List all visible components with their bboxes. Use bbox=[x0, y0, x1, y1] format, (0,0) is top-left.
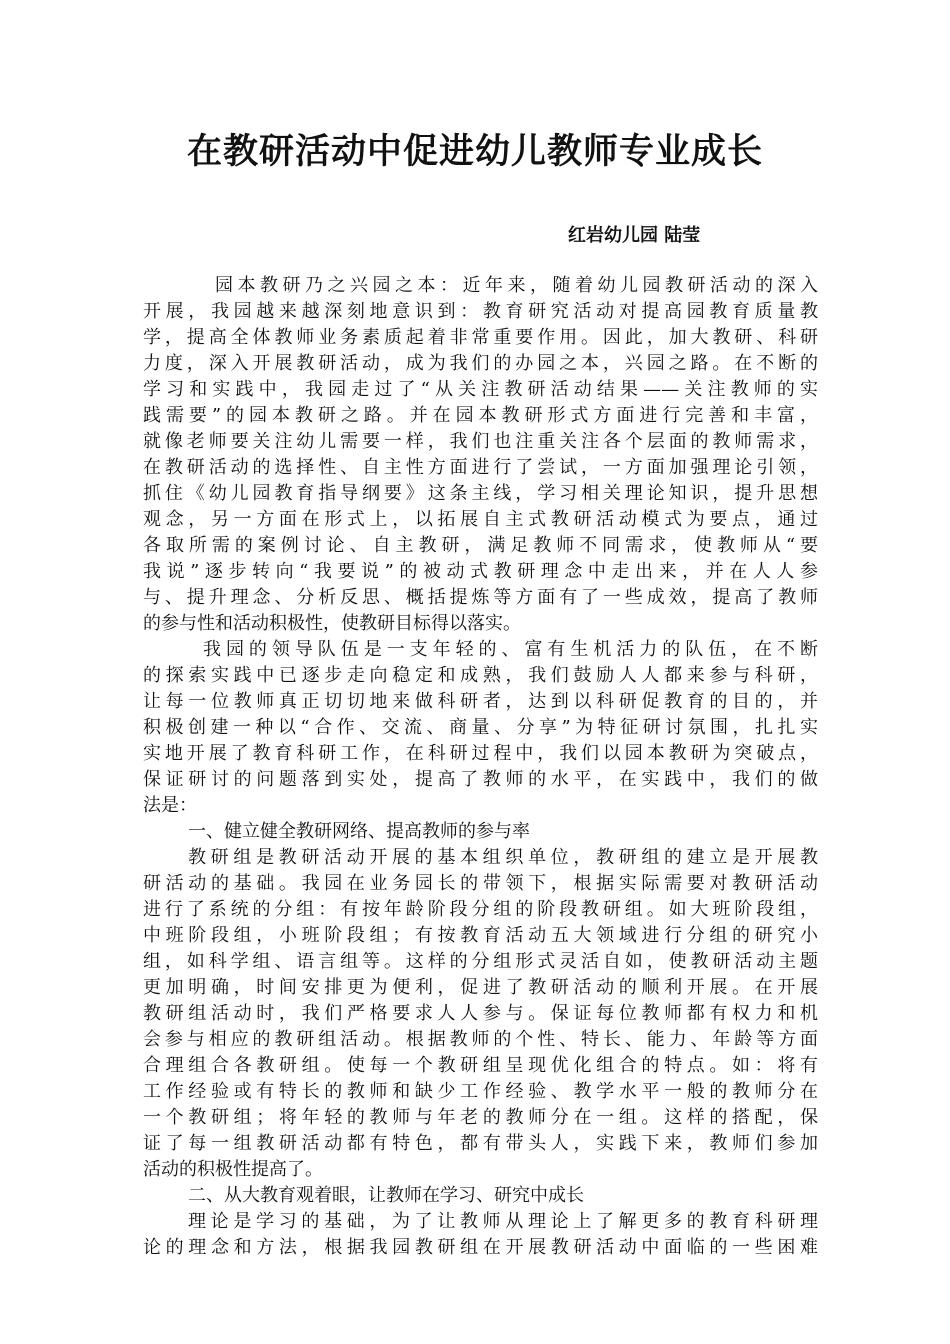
body-line: 工作经验或有特长的教师和缺少工作经验、教学水平一般的教师分在 bbox=[143, 1081, 818, 1102]
body-line: 就像老师要关注幼儿需要一样，我们也注重关注各个层面的教师需求， bbox=[143, 431, 818, 452]
body-line: 园本教研乃之兴园之本：近年来，随着幼儿园教研活动的深入 bbox=[215, 275, 818, 296]
body-line: 合理组合各教研组。使每一个教研组呈现优化组合的特点。如：将有 bbox=[143, 1055, 818, 1076]
body-line: 践需要”的园本教研之路。并在园本教研形式方面进行完善和丰富， bbox=[143, 405, 818, 426]
body-line: 一个教研组；将年轻的教师与年老的教师分在一组。这样的搭配，保 bbox=[143, 1107, 818, 1128]
body-line: 中班阶段组，小班阶段组；有按教育活动五大领域进行分组的研究小 bbox=[143, 925, 818, 946]
body-line: 证了每一组教研活动都有特色，都有带头人，实践下来，教师们参加 bbox=[143, 1133, 818, 1154]
body-line: 活动的积极性提高了。 bbox=[143, 1159, 323, 1180]
body-line: 论的理念和方法，根据我园教研组在开展教研活动中面临的一些困难 bbox=[143, 1237, 818, 1258]
document-title: 在教研活动中促进幼儿教师专业成长 bbox=[186, 132, 763, 172]
body-line: 积极创建一种以“合作、交流、商量、分享”为特征研讨氛围，扎扎实 bbox=[143, 717, 818, 738]
body-line: 更加明确，时间安排更为便利，促进了教研活动的顺利开展。在开展 bbox=[143, 977, 818, 998]
body-line: 的参与性和活动积极性，使教研目标得以落实。 bbox=[143, 613, 521, 634]
document-body bbox=[143, 273, 818, 1261]
body-line: 学习和实践中，我园走过了“从关注教研活动结果——关注教师的实 bbox=[143, 379, 818, 400]
body-line: 学，提高全体教师业务素质起着非常重要作用。因此，加大教研、科研 bbox=[143, 327, 818, 348]
body-line: 教研组是教研活动开展的基本组织单位，教研组的建立是开展教 bbox=[188, 847, 818, 868]
section-heading: 一、健立健全教研网络、提高教师的参与率 bbox=[188, 821, 530, 842]
body-line: 我说”逐步转向“我要说”的被动式教研理念中走出来，并在人人参 bbox=[143, 561, 818, 582]
body-line: 实地开展了教育科研工作，在科研过程中，我们以园本教研为突破点， bbox=[143, 743, 818, 764]
body-line: 观念，另一方面在形式上，以拓展自主式教研活动模式为要点，通过 bbox=[143, 509, 818, 530]
body-line: 进行了系统的分组：有按年龄阶段分组的阶段教研组。如大班阶段组， bbox=[143, 899, 818, 920]
body-line: 法是： bbox=[143, 795, 197, 816]
body-line: 各取所需的案例讨论、自主教研，满足教师不同需求，使教师从“要 bbox=[143, 535, 818, 556]
body-line: 会参与相应的教研组活动。根据教师的个性、特长、能力、年龄等方面 bbox=[143, 1029, 818, 1050]
body-line: 抓住《幼儿园教育指导纲要》这条主线，学习相关理论知识，提升思想 bbox=[143, 483, 818, 504]
body-line: 的探索实践中已逐步走向稳定和成熟，我们鼓励人人都来参与科研， bbox=[143, 665, 818, 686]
body-line: 组，如科学组、语言组等。这样的分组形式灵活自如，使教研活动主题 bbox=[143, 951, 818, 972]
body-line: 让每一位教师真正切切地来做科研者，达到以科研促教育的目的，并 bbox=[143, 691, 818, 712]
body-line: 力度，深入开展教研活动，成为我们的办园之本，兴园之路。在不断的 bbox=[143, 353, 818, 374]
body-line: 在教研活动的选择性、自主性方面进行了尝试，一方面加强理论引领， bbox=[143, 457, 818, 478]
body-line: 与、提升理念、分析反思、概括提炼等方面有了一些成效，提高了教师 bbox=[143, 587, 818, 608]
body-line: 研活动的基础。我园在业务园长的带领下，根据实际需要对教研活动 bbox=[143, 873, 818, 894]
document-author: 红岩幼儿园 陆莹 bbox=[568, 225, 701, 246]
section-heading: 二、从大教育观着眼，让教师在学习、研究中成长 bbox=[188, 1185, 584, 1206]
body-line: 我园的领导队伍是一支年轻的、富有生机活力的队伍，在不断 bbox=[203, 639, 818, 660]
body-line: 理论是学习的基础，为了让教师从理论上了解更多的教育科研理 bbox=[188, 1211, 818, 1232]
body-line: 教研组活动时，我们严格要求人人参与。保证每位教师都有权力和机 bbox=[143, 1003, 818, 1024]
body-line: 保证研讨的问题落到实处，提高了教师的水平，在实践中，我们的做 bbox=[143, 769, 818, 790]
body-line: 开展，我园越来越深刻地意识到：教育研究活动对提高园教育质量教 bbox=[143, 301, 818, 322]
